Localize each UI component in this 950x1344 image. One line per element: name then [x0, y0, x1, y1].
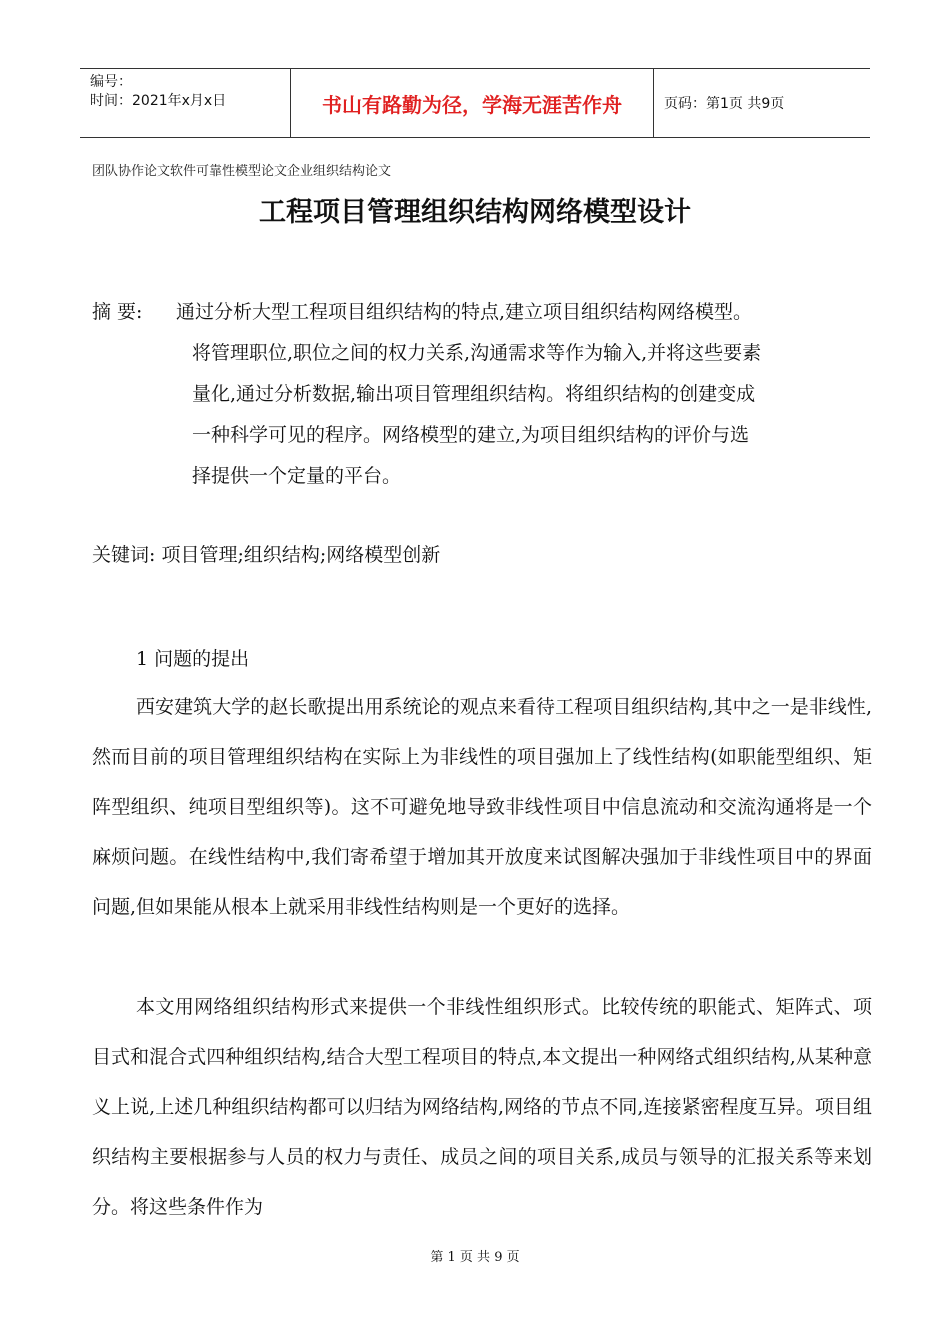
- abstract-line: 将管理职位,职位之间的权力关系,沟通需求等作为输入,并将这些要素: [192, 342, 762, 364]
- page-footer: 第 1 页 共 9 页: [430, 1250, 520, 1265]
- abstract: [92, 292, 872, 497]
- abstract-line: 量化,通过分析数据,输出项目管理组织结构。将组织结构的创建变成: [192, 383, 756, 405]
- abstract-label: 摘 要:: [92, 301, 143, 323]
- paragraph-1: 西安建筑大学的赵长歌提出用系统论的观点来看待工程项目组织结构,其中之一是非线性,然而目前的项目管理组织结构在实际上为非线性的项目强加上了线性结构(如职能型组织、矩阵型组织、纯项目型组织等)。这不可避免地导致非线性项目中信息流动和交流沟通将是一个麻烦问题。在线性结构中,我们寄希望于增加其开放度来试图解决强加于非线性项目中的界面问题,但如果能从根本上就采用非线性结构则是一个更好的选择。: [92, 696, 872, 918]
- section-heading: 1 问题的提出: [136, 648, 250, 670]
- keywords: [92, 540, 440, 567]
- abstract-line: 择提供一个定量的平台。: [192, 465, 402, 487]
- tags-line: 团队协作论文软件可靠性模型论文企业组织结构论文: [92, 164, 392, 179]
- page-title: 工程项目管理组织结构网络模型设计: [259, 197, 691, 228]
- document-header: [80, 68, 870, 138]
- number-label: 编号：: [90, 74, 132, 90]
- date-label: 时间：2021年x月x日: [90, 93, 227, 109]
- paragraph-2: 本文用网络组织结构形式来提供一个非线性组织形式。比较传统的职能式、矩阵式、项目式和混合式四种组织结构,结合大型工程项目的特点,本文提出一种网络式组织结构,从某种意义上说,上述几种组织结构都可以归结为网络结构,网络的节点不同,连接紧密程度互异。项目组织结构主要根据参与人员的权力与责任、成员之间的项目关系,成员与领导的汇报关系等来划分。将这些条件作为: [92, 996, 872, 1218]
- keywords-value: 项目管理;组织结构;网络模型创新: [161, 544, 441, 566]
- header-meta: [80, 69, 291, 137]
- keywords-label: 关键词:: [92, 544, 156, 566]
- page-info: 页码：第1页 共9页: [664, 96, 785, 112]
- motto: 书山有路勤为径，学海无涯苦作舟: [291, 69, 654, 137]
- abstract-first-line: 通过分析大型工程项目组织结构的特点,建立项目组织结构网络模型。: [176, 301, 753, 323]
- abstract-line: 一种科学可见的程序。网络模型的建立,为项目组织结构的评价与选: [192, 424, 750, 446]
